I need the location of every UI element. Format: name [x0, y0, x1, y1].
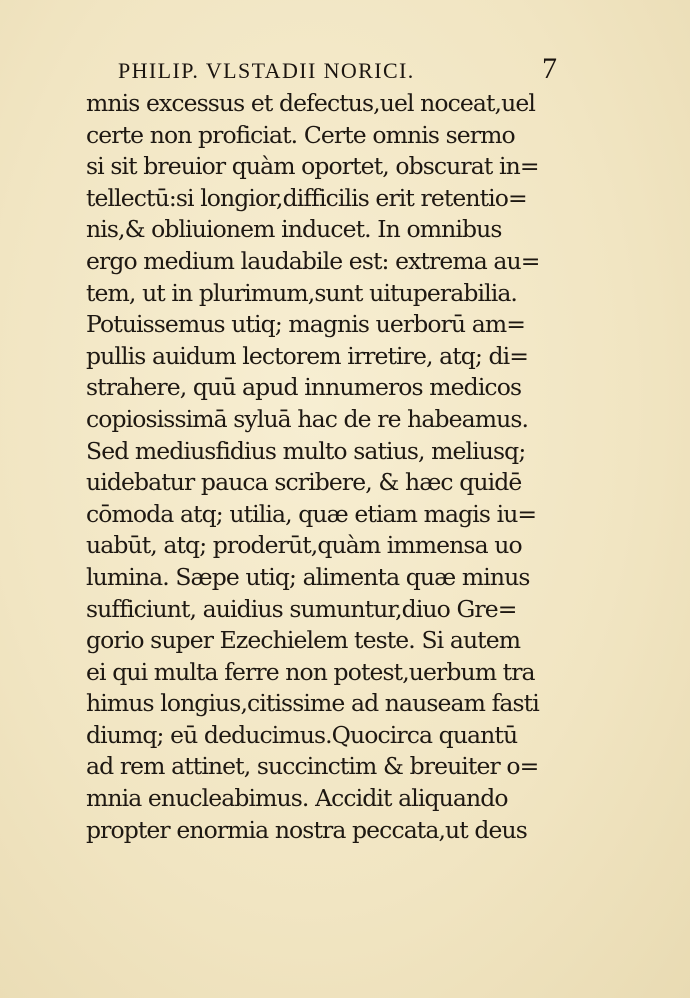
text-line: tellectū:si longior,difficilis erit retentio= [86, 183, 527, 212]
text-line: lumina. Sæpe utiq; alimenta quæ minus [86, 562, 530, 591]
text-line: Potuissemus utiq; magnis uerborū am= [86, 310, 526, 339]
text-line: mnis excessus et defectus,uel noceat,uel [86, 89, 535, 117]
running-head: PHILIP. VLSTADII NORICI. [118, 58, 415, 83]
text-line: gorio super Ezechielem teste. Si autem [86, 626, 521, 655]
text-line: pullis auidum lectorem irretire, atq; di= [86, 341, 529, 370]
text-line: ad rem attinet, succinctim & breuiter o= [86, 752, 539, 781]
body-text [86, 88, 556, 846]
text-line: uidebatur pauca scribere, & hæc quidē [86, 468, 522, 497]
text-line: himus longius,citissime ad nauseam fasti [86, 689, 539, 718]
text-line: cōmoda atq; utilia, quæ etiam magis iu= [86, 499, 537, 528]
text-line: nis,& obliuionem inducet. In omnibus [86, 215, 502, 244]
text-line: ei qui multa ferre non potest,uerbum tra [86, 657, 535, 686]
text-line: tem, ut in plurimum,sunt uituperabilia. [86, 278, 517, 307]
text-line: sufficiunt, auidius sumuntur,diuo Gre= [86, 594, 517, 623]
text-line: propter enormia nostra peccata,ut deus [86, 815, 527, 844]
text-line: certe non proficiat. Certe omnis sermo [86, 120, 515, 149]
text-line: mnia enucleabimus. Accidit aliquando [86, 784, 508, 813]
text-line: strahere, quū apud innumeros medicos [86, 373, 522, 402]
text-line: copiosissimā syluā hac de re habeamus. [86, 404, 529, 433]
text-line: Sed mediusfidius multo satius, meliusq; [86, 436, 526, 465]
page-header [118, 52, 578, 88]
text-line: si sit breuior quàm oportet, obscurat in= [86, 152, 539, 181]
text-line: diumq; eū deducimus.Quocirca quantū [86, 720, 518, 749]
page-number: 7 [542, 52, 557, 85]
text-line: uabūt, atq; proderūt,quàm immensa uo [86, 531, 522, 560]
text-line: ergo medium laudabile est: extrema au= [86, 246, 540, 275]
